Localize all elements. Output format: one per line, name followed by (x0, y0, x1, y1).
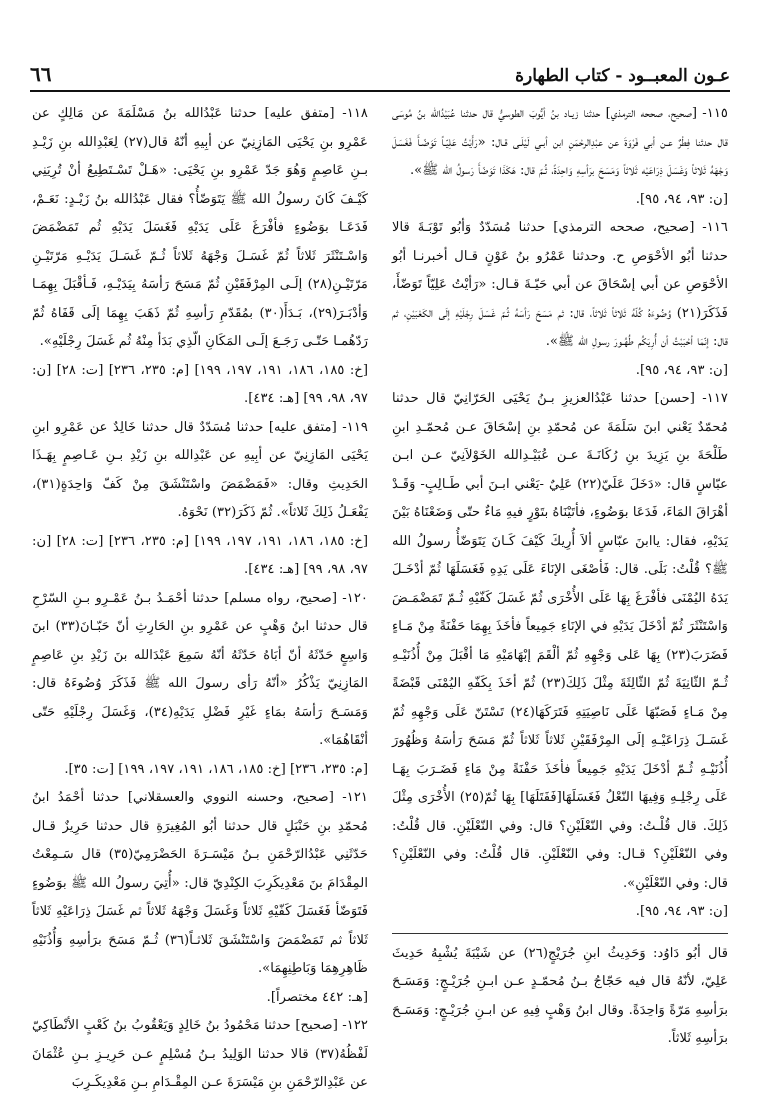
editor-note: قال أبُو دَاوُد: وَحَدِيثُ ابنِ جُرَيْجٍ(٢٦) عن شَيْبَةَ يُشْبِهُ حَدِيثَ عَلِيّ، لأنّهُ قال فيه حَجّاجُ بـنُ مُحمّـدٍ عـن ابـنِ جُرَيْـجٍ: وَمَسَـحَ برَأسِهِ مَرّةً وَاحِدَةً. وقال ابنُ وَهْبٍ فِيهِ عن ابـنِ جُرَيْـجٍ: وَمَسَـحَ برَأسِهِ ثَلاثاً. (392, 945, 728, 1046)
hadith-paragraph: ١١٧- [حسن] حدثنا عَبْدُالعزيزِ بـنُ يَحْيَى الحَرّانِيّ قال حدثنا مُحمّدٌ يَعْني ابنَ سَلَمَةَ عن مُحمّدِ بنِ إسْحَاقَ عـن مُحمّـدِ ابنِ طَلْحَةَ بنِ يَزِيدَ بنِ رُكَانَـةَ عـن عُبَيْـدِالله الخَوْلاَنِيّ عـن ابـن عبّاسٍ قال: «دَخَلَ عَلَيّ(٢٢) عَلِيٌ -يَعْني ابـنَ أبي طَـالِبٍ- وَقَـدْ أهْرَاقَ المَاءَ، فَدَعَا بوَضُوءٍ، فأتَيْنَاهُ بتَوْرٍ فيهِ مَاءٌ حتّى وَضَعْنَاهُ بَيْنَ يَدَيْهِ، فقال: ياابنَ عبّاسٍ ألاَ أُرِيكَ كَيْفَ كَـانَ يَتَوَضّأُ رسولُ الله ﷺ؟ قُلْتُ: بَلَى. قال: فَأصْغَى الإنَاءَ عَلَى يَدِهِ فَغَسَلَهَا ثُمّ أدْخَـلَ يَدَهُ اليُمْنَى فأفْرَغَ بِهَا عَلَى الأُخْرَى ثُمّ غَسَلَ كَفّيْهِ ثُـمّ تَمَضْمَـضَ وَاسْتَنْثَرَ ثُمّ أدْخَلَ يَدَيْهِ في الإنَاءِ جَمِيعاً فأخَذَ بِهِمَا حَفْنَةً مِنْ مَـاءٍ فَضَرَبَ(٢٣) بِهَا عَلى وَجْهِهِ ثُمّ ألْقَمَ إبْهَامَيْهِ مَا أقْبَلَ مِنْ أُذُنَيْـهِ ثُـمّ الثّانِيَةَ ثُمّ الثّالِثَةَ مِثْلَ ذَلِكَ(٢٣) ثُمّ أخَذَ بِكَفّهِ اليُمْنَى قَبْضَةً مِنْ مَـاءٍ فَصَبّهَا عَلَى نَاصِيَتِهِ فَتَرَكَهَا(٢٤) تَسْتَنّ عَلَى وَجْهِهِ ثُمّ غَسَـلَ ذِرَاعَيْـهِ إلَى المِرْفَقَيْنِ ثَلاثاً ثَلاثاً ثُمّ مَسَحَ رَأسَهُ وَظُهُورَ أُذُنَيْـهِ ثُـمّ أدْخَلَ يَدَيْهِ جَمِيعاً فأخَذَ حَفْنَةً مِنْ مَاءٍ فَضَـرَبَ بِهَـا عَلَى رِجْلِـهِ وَفِيهَا النّعْلُ فَغَسَلَهَا[فَفَتَلَهَا] بِهَا ثُمّ(٢٥) الأُخْرَى مِثْلَ ذَلِكَ. قال قُلْـتُ: وفي النّعْلَيْنِ؟ قال: وفي النّعْلَيْنِ. قال قُلْتُ: وفي النّعْلَيْنِ؟ قـال: وفي النّعْلَيْنِ. قال قُلْتُ: وفي النّعْلَيْنِ؟ قال: وفي النّعْلَيْنِ». (392, 391, 729, 891)
hadith-paragraph: ١١٩- [متفق عليه] حدثنا مُسَدّدٌ قال حدثنا خَالِدٌ عن عَمْرِو ابنِ يَحْيَى المَازِنِيّ عن أبِيهِ عن عَبْدِالله بنِ زَيْدِ بـنِ عَـاصِمٍ بِهَـذَا الحَدِيثِ وقال: «فَمَضْمَضَ واسْتَنْشَقَ مِنْ كَفّ وَاحِدَةٍ(٣١)، يَفْعَـلُ ذَلِكَ ثَلاثاً». ثُمّ ذَكَرَ(٣٢) نَحْوَهُ. (32, 419, 368, 520)
running-title: عـون المعبــود - كتاب الطهارة (515, 66, 730, 86)
hadith-paragraph: ١٢١- [صحيح، وحسنه النووي والعسقلاني] حدثنا أحْمَدُ ابنُ مُحمّدِ بنِ حَنْبَلٍ قال حدثنا أبُو المُغِيرَةِ قال حدثنا حَرِيزٌ قـال حَدّثَنِي عَبْدُالرّحْمَنِ بـنُ مَيْسَـرَةَ الحَضْرَمِيّ(٣٥) قال سَـمِعْتُ المِقْدَامَ بنَ مَعْدِيكَرِبَ الكِنْدِيّ قال: «أُتِيَ رسولُ الله ﷺ بوَضُوءٍ فَتَوَضّأ فَغَسَلَ كَفّيْهِ ثَلاثاً وَغَسَلَ وَجْهَهُ ثَلاثاً ثم غَسَلَ ذِرَاعَيْهِ ثَلاثاً ثَلاثاً ثم تَمَضْمَضَ وَاسْتَنْشَقَ ثَلاثـاً(٣٦) ثُـمّ مَسَحَ برَأسِهِ وَأُذُنَيْهِ ظَاهِرِهِمَا وَبَاطِنِهِمَا». (32, 790, 368, 976)
hadith-reference: [ن: ٩٣، ٩٤، ٩٥]. (635, 904, 728, 919)
hadith-reference: [هـ: ٤٤٢ مختصراً]. (266, 989, 368, 1005)
left-column (32, 100, 368, 1098)
separator-rule (392, 933, 728, 934)
hadith-reference: [خ: ١٨٥، ١٨٦، ١٩١، ١٩٧، ١٩٩] [م: ٢٣٥، ٢٣٦] [ت: ٢٨] [ن: ٩٧، ٩٨، ٩٩] [هـ: ٤٣٤]. (32, 362, 368, 406)
hadith-paragraph: ١٢٠- [صحيح، رواه مسلم] حدثنا أحْمَـدُ بـنُ عَمْـرِو بـنِ السّرْحِ قال حدثنا ابنُ وَهْبٍ عن عَمْرِو بنِ الحَارِثِ أنّ حَبّـانَ(٣٣) ابنَ وَاسِعٍ حَدّثَهُ أنّ أبَاهُ حَدّثَهُ أنّهُ سَمِعَ عَبْدَالله بنَ زَيْدِ بنِ عَاصِمٍ المَازِنِيّ يَذْكُرُ «أنّهُ رَأى رسولَ الله ﷺ فَذَكَرَ وُضُوءَهُ قال: وَمَسَـحَ رَأسَهُ بمَاءٍ غَيْرِ فَضْلِ يَدَيْهِ(٣٤)، وَغَسَلَ رِجْلَيْهِ حَتّى أنْقَاهُمَا». (32, 590, 368, 748)
hadith-paragraph: ١١٨- [متفق عليه] حدثنا عَبْدُالله بنُ مَسْلَمَةَ عن مَالِكٍ عن عَمْرِو بنِ يَحْيَى المَازِنِيّ عن أبِيهِ أنّهُ قال(٢٧) لِعَبْدِالله بنِ زَيْـدِ بـنِ عَاصِمٍ وَهُوَ جَدّ عَمْرِو بنِ يَحْيَى: «هَـلْ تَسْـتَطِيعُ أنْ تُرِيَنِي كَيْـفَ كَانَ رسولُ الله ﷺ يَتَوَضّأُ؟ فقال عَبْدُالله بنُ زَيْـدٍ: نَعَـمْ، فَدَعَـا بوَضُوءٍ فأفْرَغَ عَلَى يَدَيْهِ فَغَسَلَ يَدَيْهِ ثُم تَمَضْمَضَ وَاسْـتَنْثَرَ ثَلاثاً ثُمّ غَسَـلَ وَجْهَهُ ثَلاثاً ثُـمّ غَسَـلَ يَدَيْـهِ مَرّتَيْـنِ مَرّتَيْـنِ(٢٨) إلَـى المِرْفَقَيْنِ ثُمّ مَسَحَ رَأسَهُ بِيَدَيْـهِ، فَـأقْبَلَ بِهِمَـا وَأدْبَـرَ(٢٩)، بَـدَأَ(٣٠) بمُقَدّمِ رَأسِهِ ثُمّ ذَهَبَ بِهِمَا إلَى قَفَاهُ ثُمّ رَدّهُمـا حَتّـى رَجَـعَ إلَـى المَكَانِ الّذِي بَدَأ مِنْهُ ثُم غَسَلَ رِجْلَيْهِ». (32, 106, 368, 349)
hadith-reference: [خ: ١٨٥، ١٨٦، ١٩١، ١٩٧، ١٩٩] [م: ٢٣٥، ٢٣٦] [ت: ٢٨] [ن: ٩٧، ٩٨، ٩٩] [هـ: ٤٣٤]. (32, 533, 368, 577)
page-header (30, 52, 730, 92)
hadith-paragraph: ١٢٢- [صحيح] حدثنا مَحْمُودُ بنُ خَالِدٍ وَيَعْقُوبُ بنُ كَعْبٍ الأنْطَاكِيّ لَفْظُهُ(٣٧) قالا حدثنا الوَلِيدُ بـنُ مُسْلِمٍ عـن حَرِيـزِ بـنِ عُثْمَانَ عن عَبْدِالرّحْمَنِ بنِ مَيْسَرَةَ عـن المِقْـدَامِ بـنِ مَعْدِيكَـرِبَ (32, 1018, 368, 1090)
right-column (392, 100, 728, 1054)
page-number: ٦٦ (30, 62, 52, 86)
hadith-paragraph: ١١٦- [صحيح، صححه الترمذي] حدثنا مُسَدّدٌ وَأبُو تَوْبَـةَ قالا حدثنا أبُو الأحْوَصِ ح. وحدثنا عَمْرُو بنُ عَوْنٍ قـال أخبرنـا أبُو الأحْوَصِ عن أبي إسْحَاقَ عن أبي حَيّـةَ قـال: «رَأيْتُ عَلِيّاً تَوَضّأَ، فَذَكَرَ(٢١) وُضُوءَهُ كُلّهُ ثَلاثاً ثَلاثاً، قال: ثم مَسَحَ رَأسَهُ ثُـمّ غَسَلَ رِجْلَيْهِ إلَى الكَعْبَيْنِ، ثم قال: إنّمَا أحْبَبْتُ أن أُرِيَكُم طُهُـورَ رسولِ الله ﷺ». (392, 220, 728, 349)
hadith-reference: [م: ٢٣٥، ٢٣٦] [خ: ١٨٥، ١٨٦، ١٩١، ١٩٧، ١٩٩] [ت: ٣٥]. (64, 761, 368, 777)
hadith-reference: [ن: ٩٣، ٩٤، ٩٥]. (635, 191, 728, 207)
hadith-paragraph: ١١٥- [صحيح، صححه الترمذي] حدثنا زيـاد بنُ أيُّوبَ الطوسيُّ قال حدثنا عُبَيْدُالله بنُ مُوسَى قال حدثنا فِطْرٌ عـن أبي فَرْوَةَ عن عبْدِالرحْمَنِ ابن أبـي لَيْلَـى قـال: «رَأَيْتُ عَلِيّـاً تَوَضّـأَ فَغَسَلَ وَجْهَهُ ثَلاثاً وَغَسَلَ ذِرَاعَيْه ثَلاثاً وَمَسَحَ برَأسِهِ وَاحِدَةً، ثُـمّ قال: هَكَذَا تَوَضّأَ رَسولُ الله ﷺ». (392, 106, 728, 178)
hadith-reference: [ن: ٩٣، ٩٤، ٩٥]. (635, 362, 728, 378)
